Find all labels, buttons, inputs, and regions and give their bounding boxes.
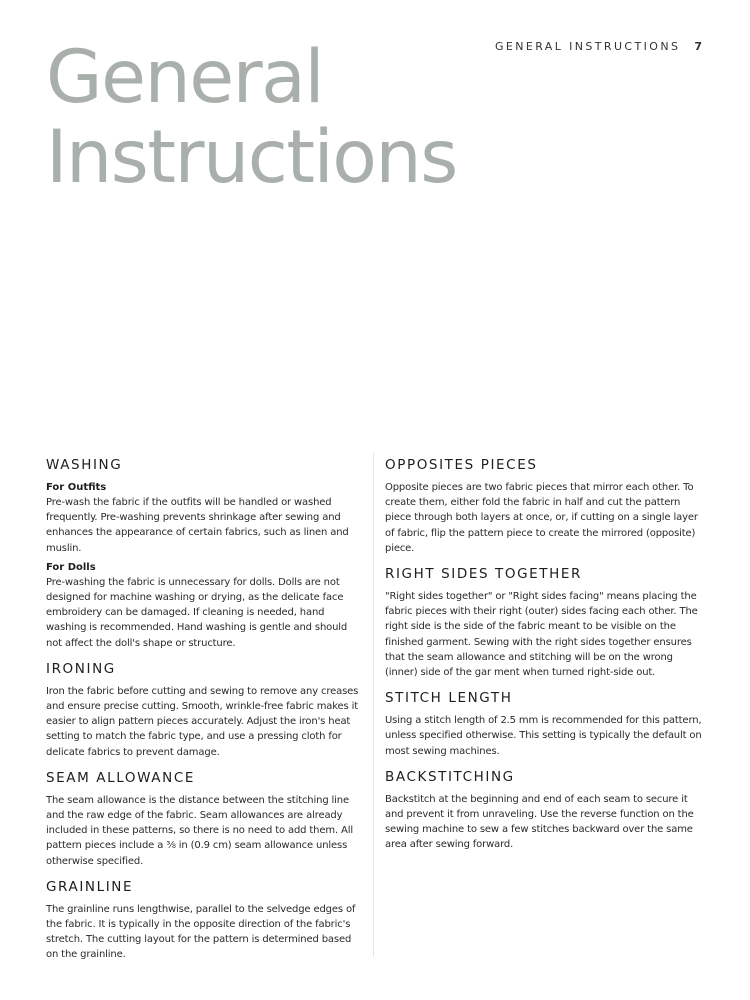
text-washing-outfits: Pre-wash the fabric if the outfits will be handled or washed frequently. Pre-washing prevents shrinkage after sewing and enhances the appearance of certain fabrics, such as linen and muslin. — [46, 497, 349, 554]
heading-opposites-pieces: OPPOSITES PIECES — [385, 457, 538, 473]
running-title: GENERAL INSTRUCTIONS — [494, 40, 681, 53]
section-grainline — [46, 878, 364, 963]
running-header — [495, 40, 702, 53]
text-stitch-length: Using a stitch length of 2.5 mm is recommended for this pattern, unless specified otherwise. This setting is typically the default on most sewing machines. — [385, 715, 702, 757]
heading-grainline: GRAINLINE — [46, 878, 134, 895]
column-divider — [373, 452, 374, 957]
subheading-for-dolls: For Dolls — [46, 561, 96, 573]
text-seam-allowance: The seam allowance is the distance between the stitching line and the raw edge of the fabric. Seam allowances are already included in these patterns, so there is no need to add them. All pattern pieces include a ⅜ in (0.9 cm) seam allowance unless otherwise specified. — [46, 794, 353, 867]
text-washing-dolls: Pre-washing the fabric is unnecessary for dolls. Dolls are not designed for machine washing or drying, as the delicate face embroidery can be damaged. If cleaning is needed, hand washing is recommended. Hand washing is gentle and should not affect the doll's shape or structure. — [46, 576, 348, 649]
heading-seam-allowance: SEAM ALLOWANCE — [46, 769, 195, 786]
text-right-sides-together: "Right sides together" or "Right sides facing" means placing the fabric pieces with their right (outer) sides facing each other. The right side is the side of the fabric meant to be visible on the finished garment. Sewing with the right sides together ensures that the seam allowance and stitching will be on the wrong (inner) side of the gar ment when turned right-side out. — [385, 591, 698, 679]
page-title-line-2: Instructions — [46, 115, 457, 200]
page-title — [46, 35, 457, 200]
section-ironing — [46, 660, 364, 760]
text-ironing: Iron the fabric before cutting and sewing to remove any creases and ensure precise cutting. Smooth, wrinkle-free fabric makes it easier to align pattern pieces accurately. Adjust the iron's heat setting to match the fabric type, and use a pressing cloth for delicate fabrics to prevent damage. — [46, 685, 359, 758]
page-title-line-1: General — [46, 35, 324, 120]
right-column — [385, 456, 703, 862]
subheading-for-outfits: For Outfits — [46, 482, 107, 493]
left-column — [46, 456, 364, 972]
text-grainline: The grainline runs lengthwise, parallel to the selvedge edges of the fabric. It is typically in the opposite direction of the fabric's stretch. The cutting layout for the pattern is determined based on the grainline. — [46, 903, 356, 961]
page-number: 7 — [694, 40, 702, 53]
text-opposites-pieces: Opposite pieces are two fabric pieces that mirror each other. To create them, either fold the fabric in half and cut the pattern piece through both layers at once, or, if cutting on a single layer of fabric, flip the pattern piece to create the mirrored (opposite) piece. — [385, 482, 698, 554]
section-stitch-length — [385, 689, 703, 759]
text-backstitching: Backstitch at the beginning and end of each seam to secure it and prevent it from unraveling. Use the reverse function on the sewing machine to sew a few stitches backward over the same area after sewing forward. — [385, 793, 694, 851]
heading-stitch-length: STITCH LENGTH — [385, 690, 513, 707]
section-right-sides-together — [385, 565, 703, 680]
heading-washing: WASHING — [46, 457, 123, 473]
section-opposites-pieces — [385, 456, 703, 556]
section-backstitching — [385, 768, 703, 853]
heading-right-sides-together: RIGHT SIDES TOGETHER — [385, 566, 583, 583]
heading-backstitching: BACKSTITCHING — [385, 768, 515, 785]
section-washing — [46, 456, 364, 651]
heading-ironing: IRONING — [46, 660, 116, 677]
section-seam-allowance — [46, 769, 364, 869]
